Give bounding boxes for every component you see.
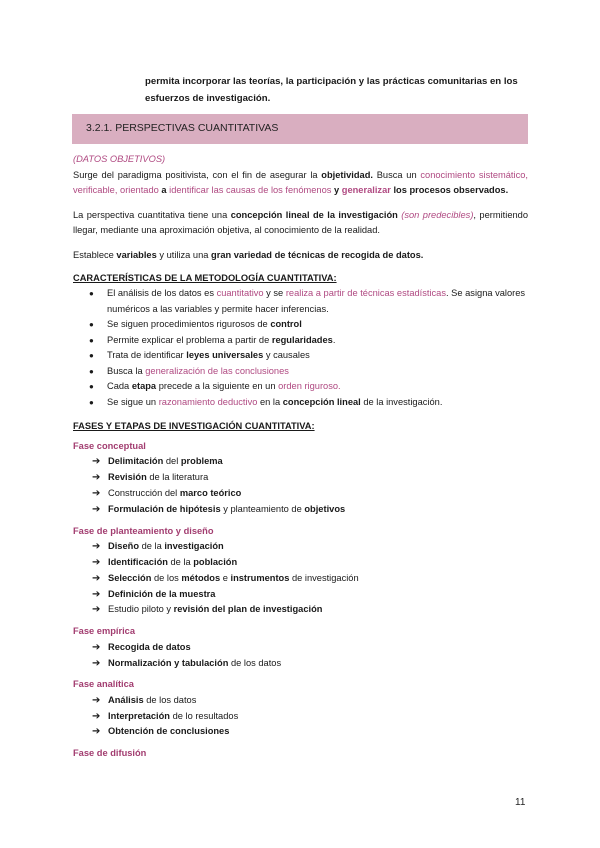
list-item: ➔ Obtención de conclusiones [92,724,528,740]
list-item: ➔ Recogida de datos [92,640,528,656]
arrow-icon: ➔ [92,726,101,738]
paragraph-paradigma: Surge del paradigma positivista, con el fin de asegurar la objetividad. Busca un conocimiento sistemático, verificable, orientado a identificar las causas de los fenómenos y generalizar los procesos observados. [73,169,528,196]
phase-list-analitica [73,693,528,740]
list-item: ➔ Interpretación de lo resultados [92,709,528,725]
list-item: ➔ Construcción del marco teórico [92,486,528,502]
list-item: ● Permite explicar el problema a partir de regularidades. [89,334,336,345]
list-item: ● Se sigue un razonamiento deductivo en la concepción lineal de la investigación. [89,396,443,407]
list-item: ● Trata de identificar leyes universales y causales [89,350,310,361]
phase-title-conceptual: Fase conceptual [73,440,146,451]
content-body [73,152,528,762]
arrow-icon: ➔ [92,694,101,706]
arrow-icon: ➔ [92,657,101,669]
list-item: ➔ Definición de la muestra [92,587,528,603]
list-item: ➔ Diseño de la investigación [92,539,528,555]
list-item: ➔ Delimitación del problema [92,454,528,470]
intro-paragraph [145,73,530,107]
phase-list-conceptual [73,454,528,517]
page-number: 11 [515,797,526,808]
intro-line-2: esfuerzos de investigación. [145,93,271,104]
paragraph-establece: Establece variables y utiliza una gran variedad de técnicas de recogida de datos. [73,249,424,260]
list-item: ➔ Análisis de los datos [92,693,528,709]
fases-heading: FASES Y ETAPAS DE INVESTIGACIÓN CUANTITATIVA: [73,421,315,432]
arrow-icon: ➔ [92,541,101,553]
arrow-icon: ➔ [92,604,101,616]
datos-objetivos-label: (DATOS OBJETIVOS) [73,154,166,164]
phase-title-analitica: Fase analítica [73,679,134,690]
arrow-icon: ➔ [92,572,101,584]
list-item: ➔ Estudio piloto y revisión del plan de investigación [92,602,528,618]
arrow-icon: ➔ [92,503,101,515]
arrow-icon: ➔ [92,472,101,484]
list-item: ● El análisis de los datos es cuantitativo y se realiza a partir de técnicas estadísticas. Se asigna valores numéricos a las variables y permite hacer inferencias. [89,288,526,314]
phase-title-difusion: Fase de difusión [73,748,147,759]
caracteristicas-heading: CARACTERÍSTICAS DE LA METODOLOGÍA CUANTITATIVA: [73,272,337,283]
arrow-icon: ➔ [92,556,101,568]
phase-list-empirica [73,640,528,672]
intro-line-1: permita incorporar las teorías, la participación y las prácticas comunitarias en los [145,76,518,87]
section-title: 3.2.1. PERSPECTIVAS CUANTITATIVAS [86,122,279,134]
list-item: ● Busca la generalización de las conclusiones [89,365,289,376]
list-item: ➔ Identificación de la población [92,555,528,571]
list-item: ● Se siguen procedimientos rigurosos de control [89,319,302,330]
list-item: ➔ Revisión de la literatura [92,470,528,486]
paragraph-perspectiva: La perspectiva cuantitativa tiene una concepción lineal de la investigación (son predecibles), permitiendo llegar, mediante una aproximación objetiva, al conocimiento de la realidad. [73,209,529,236]
section-header [72,114,528,144]
caracteristicas-list [73,286,528,410]
arrow-icon: ➔ [92,456,101,468]
phase-list-planteamiento [73,539,528,618]
list-item: ➔ Selección de los métodos e instrumentos de investigación [92,571,528,587]
arrow-icon: ➔ [92,487,101,499]
list-item: ➔ Normalización y tabulación de los datos [92,656,528,672]
arrow-icon: ➔ [92,641,101,653]
phase-title-planteamiento: Fase de planteamiento y diseño [73,525,214,536]
arrow-icon: ➔ [92,588,101,600]
list-item: ● Cada etapa precede a la siguiente en un orden riguroso. [89,381,341,392]
arrow-icon: ➔ [92,710,101,722]
phase-title-empirica: Fase empírica [73,626,136,637]
list-item: ➔ Formulación de hipótesis y planteamiento de objetivos [92,502,528,518]
